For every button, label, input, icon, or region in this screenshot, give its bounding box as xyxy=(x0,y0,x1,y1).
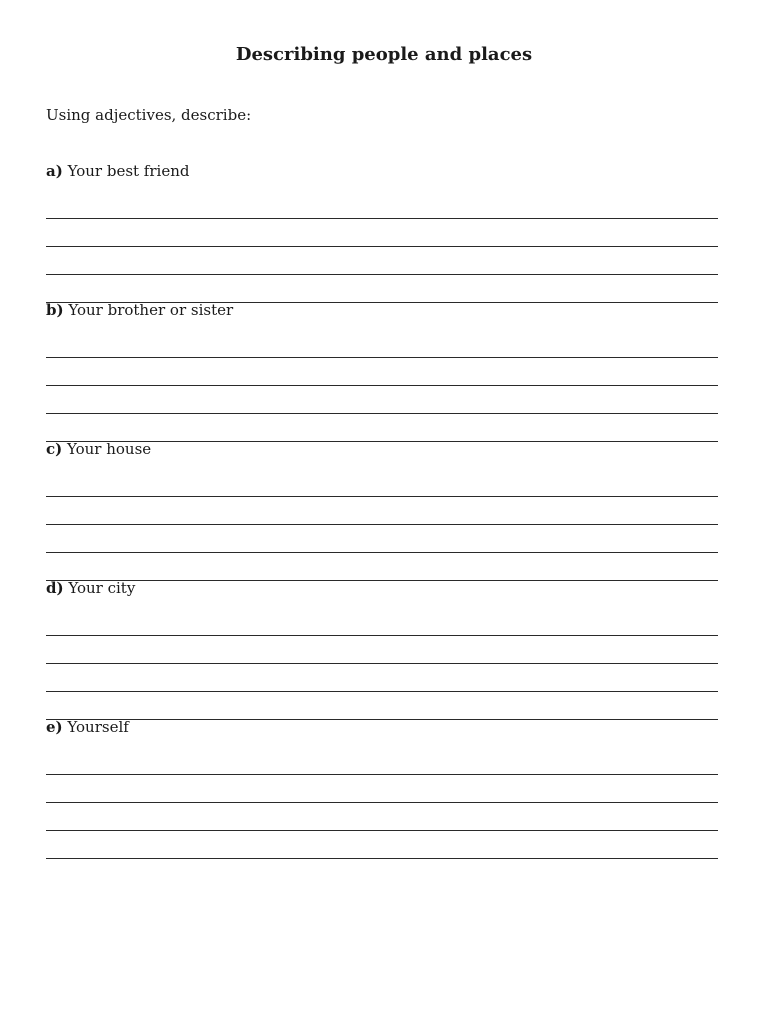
answer-line[interactable] xyxy=(46,553,718,581)
answer-line[interactable] xyxy=(46,692,718,720)
section-label xyxy=(46,578,718,598)
section-prompt: Yourself xyxy=(67,718,129,736)
section-e xyxy=(46,717,718,859)
section-a xyxy=(46,161,718,303)
answer-lines xyxy=(46,191,718,303)
answer-line[interactable] xyxy=(46,525,718,553)
answer-lines xyxy=(46,747,718,859)
section-prompt: Your brother or sister xyxy=(68,301,234,319)
section-prompt: Your city xyxy=(68,579,136,597)
section-label xyxy=(46,717,718,737)
section-label xyxy=(46,300,718,320)
answer-line[interactable] xyxy=(46,608,718,636)
answer-line[interactable] xyxy=(46,831,718,859)
answer-line[interactable] xyxy=(46,330,718,358)
page-title: Describing people and places xyxy=(235,44,533,65)
section-letter: b) xyxy=(46,301,64,319)
answer-line[interactable] xyxy=(46,247,718,275)
section-prompt: Your house xyxy=(67,440,152,458)
answer-line[interactable] xyxy=(46,219,718,247)
answer-line[interactable] xyxy=(46,636,718,664)
section-letter: c) xyxy=(46,440,63,458)
answer-line[interactable] xyxy=(46,803,718,831)
section-b xyxy=(46,300,718,442)
answer-lines xyxy=(46,608,718,720)
answer-line[interactable] xyxy=(46,358,718,386)
answer-line[interactable] xyxy=(46,275,718,303)
section-label xyxy=(46,439,718,459)
section-prompt: Your best friend xyxy=(67,162,190,180)
answer-lines xyxy=(46,330,718,442)
section-letter: a) xyxy=(46,162,63,180)
answer-line[interactable] xyxy=(46,469,718,497)
section-d xyxy=(46,578,718,720)
instruction-text: Using adjectives, describe: xyxy=(46,106,252,124)
answer-line[interactable] xyxy=(46,386,718,414)
section-letter: e) xyxy=(46,718,63,736)
section-letter: d) xyxy=(46,579,64,597)
answer-line[interactable] xyxy=(46,191,718,219)
answer-lines xyxy=(46,469,718,581)
answer-line[interactable] xyxy=(46,775,718,803)
section-c xyxy=(46,439,718,581)
answer-line[interactable] xyxy=(46,414,718,442)
section-label xyxy=(46,161,718,181)
answer-line[interactable] xyxy=(46,497,718,525)
answer-line[interactable] xyxy=(46,664,718,692)
answer-line[interactable] xyxy=(46,747,718,775)
